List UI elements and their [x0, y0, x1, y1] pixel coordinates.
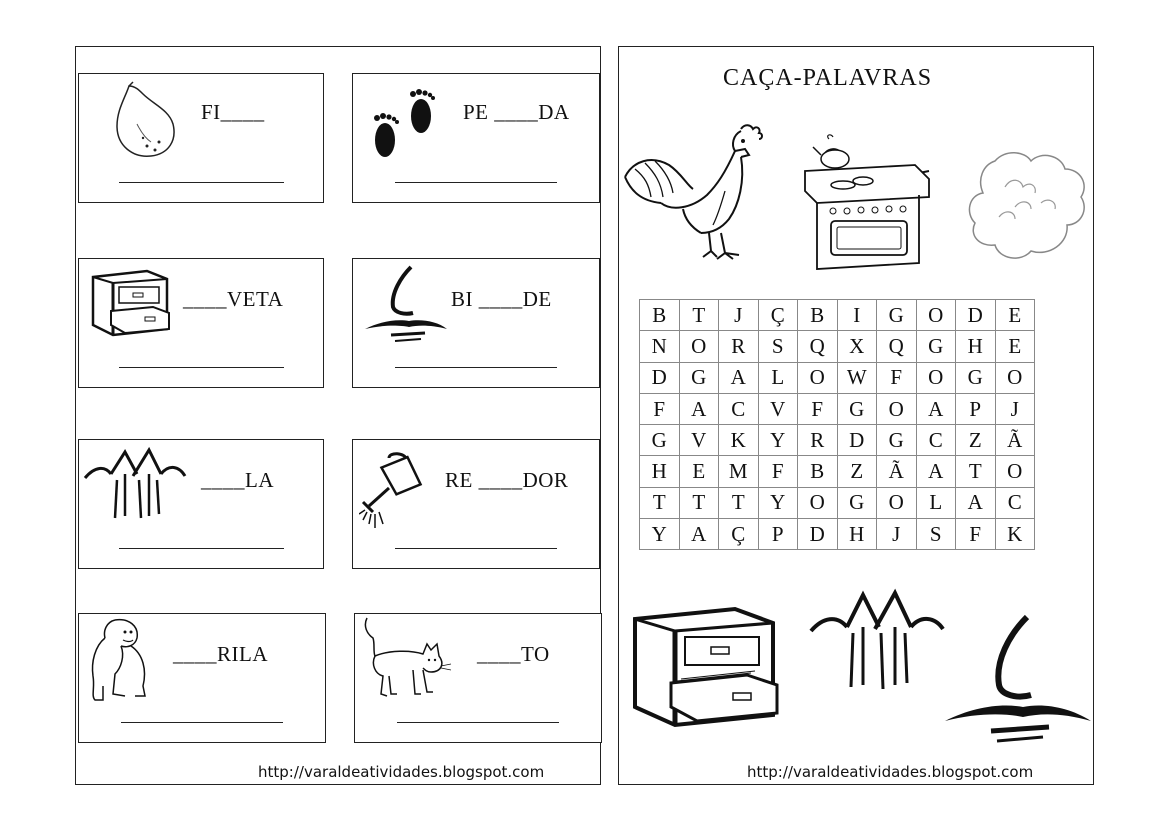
grid-cell[interactable]: B	[798, 456, 838, 487]
grid-cell[interactable]: Y	[758, 487, 798, 518]
grid-cell[interactable]: F	[798, 393, 838, 424]
grid-cell[interactable]: W	[837, 362, 877, 393]
word-prompt: ____RILA	[173, 642, 268, 666]
file-drawer-icon	[631, 603, 785, 729]
word-card-fig	[78, 73, 324, 203]
grid-cell[interactable]: T	[719, 487, 759, 518]
grid-cell[interactable]: Ã	[877, 456, 917, 487]
grid-cell[interactable]: O	[995, 362, 1035, 393]
grid-cell[interactable]: P	[758, 519, 798, 550]
grid-cell[interactable]: F	[956, 519, 996, 550]
grid-cell[interactable]: D	[640, 362, 680, 393]
grid-cell[interactable]: N	[640, 331, 680, 362]
grid-cell[interactable]: A	[679, 393, 719, 424]
grid-cell[interactable]: D	[837, 425, 877, 456]
gorilla-icon	[85, 616, 157, 702]
word-prompt: PE ____DA	[463, 100, 570, 124]
grid-cell[interactable]: A	[956, 487, 996, 518]
grid-cell[interactable]: Q	[877, 331, 917, 362]
stove-icon	[803, 133, 935, 273]
grid-row	[640, 487, 1035, 518]
grid-cell[interactable]: H	[956, 331, 996, 362]
grid-cell[interactable]: A	[719, 362, 759, 393]
answer-line[interactable]	[395, 182, 557, 183]
word-card-watering-can	[352, 439, 600, 569]
grid-cell[interactable]: O	[877, 393, 917, 424]
grid-cell[interactable]: J	[719, 300, 759, 331]
footer-url[interactable]: http://varaldeatividades.blogspot.com	[258, 763, 545, 781]
grid-cell[interactable]: A	[679, 519, 719, 550]
word-search-grid	[639, 299, 1035, 550]
fig-icon	[107, 80, 185, 162]
grid-cell[interactable]: E	[995, 331, 1035, 362]
grid-cell[interactable]: O	[679, 331, 719, 362]
grid-cell[interactable]: Ç	[719, 519, 759, 550]
grid-cell[interactable]: B	[640, 300, 680, 331]
grid-cell[interactable]: O	[916, 300, 956, 331]
grid-cell[interactable]: O	[916, 362, 956, 393]
grid-cell[interactable]: O	[798, 487, 838, 518]
grid-cell[interactable]: F	[758, 456, 798, 487]
rooster-icon	[621, 121, 771, 265]
word-card-drawer	[78, 258, 324, 388]
grid-cell[interactable]: T	[956, 456, 996, 487]
grid-cell[interactable]: I	[837, 300, 877, 331]
grid-row	[640, 425, 1035, 456]
grid-cell[interactable]: E	[679, 456, 719, 487]
grid-cell[interactable]: C	[995, 487, 1035, 518]
grid-cell[interactable]: H	[640, 456, 680, 487]
grid-row	[640, 456, 1035, 487]
grid-cell[interactable]: B	[798, 300, 838, 331]
page-title: CAÇA-PALAVRAS	[723, 65, 933, 91]
grid-cell[interactable]: K	[719, 425, 759, 456]
word-card-gorilla	[78, 613, 326, 743]
grid-cell[interactable]: Y	[640, 519, 680, 550]
answer-line[interactable]	[119, 367, 284, 368]
grid-cell[interactable]: E	[995, 300, 1035, 331]
cat-icon	[361, 614, 453, 702]
answer-line[interactable]	[119, 182, 284, 183]
file-drawer-icon	[89, 267, 173, 339]
grid-cell[interactable]: Y	[758, 425, 798, 456]
grid-cell[interactable]: Q	[798, 331, 838, 362]
grid-cell[interactable]: O	[877, 487, 917, 518]
answer-line[interactable]	[395, 367, 557, 368]
word-card-mustache	[352, 258, 600, 388]
grid-cell[interactable]: P	[956, 393, 996, 424]
footer-url[interactable]: http://varaldeatividades.blogspot.com	[747, 763, 1034, 781]
word-card-footprints	[352, 73, 600, 203]
grid-cell[interactable]: O	[798, 362, 838, 393]
grid-cell[interactable]: G	[877, 425, 917, 456]
grid-cell[interactable]: G	[916, 331, 956, 362]
grid-cell[interactable]: Ç	[758, 300, 798, 331]
word-prompt: ____LA	[201, 468, 274, 492]
grid-cell[interactable]: T	[679, 300, 719, 331]
grid-cell[interactable]: A	[916, 456, 956, 487]
smoke-cloud-icon	[965, 147, 1091, 269]
right-panel	[618, 46, 1094, 785]
grid-cell[interactable]: C	[719, 393, 759, 424]
grid-cell[interactable]: G	[956, 362, 996, 393]
grid-cell[interactable]: G	[679, 362, 719, 393]
grid-cell[interactable]: D	[956, 300, 996, 331]
grid-cell[interactable]: M	[719, 456, 759, 487]
left-panel	[75, 46, 601, 785]
mustache-nose-icon	[943, 613, 1093, 745]
grid-cell[interactable]: R	[719, 331, 759, 362]
flame-icon	[83, 444, 187, 524]
grid-cell[interactable]: Z	[837, 456, 877, 487]
grid-cell[interactable]: F	[877, 362, 917, 393]
word-prompt: FI____	[201, 100, 265, 124]
grid-cell[interactable]: T	[640, 487, 680, 518]
word-card-flame	[78, 439, 324, 569]
grid-cell[interactable]: J	[995, 393, 1035, 424]
grid-cell[interactable]: J	[877, 519, 917, 550]
grid-cell[interactable]: V	[758, 393, 798, 424]
footprints-icon	[363, 82, 443, 162]
grid-row	[640, 362, 1035, 393]
grid-cell[interactable]: G	[640, 425, 680, 456]
word-prompt: BI ____DE	[451, 287, 552, 311]
word-prompt: ____VETA	[183, 287, 284, 311]
grid-cell[interactable]: V	[679, 425, 719, 456]
grid-row	[640, 519, 1035, 550]
grid-cell[interactable]: L	[916, 487, 956, 518]
grid-cell[interactable]: X	[837, 331, 877, 362]
grid-cell[interactable]: A	[916, 393, 956, 424]
grid-cell[interactable]: T	[679, 487, 719, 518]
grid-cell[interactable]: Z	[956, 425, 996, 456]
answer-line[interactable]	[397, 722, 559, 723]
grid-row	[640, 331, 1035, 362]
grid-cell[interactable]: F	[640, 393, 680, 424]
grid-row	[640, 393, 1035, 424]
grid-cell[interactable]: Ã	[995, 425, 1035, 456]
watering-can-icon	[359, 450, 429, 534]
grid-cell[interactable]: R	[798, 425, 838, 456]
answer-line[interactable]	[121, 722, 283, 723]
word-prompt: ____TO	[477, 642, 550, 666]
grid-cell[interactable]: D	[798, 519, 838, 550]
grid-cell[interactable]: S	[758, 331, 798, 362]
grid-cell[interactable]: G	[837, 487, 877, 518]
grid-cell[interactable]: G	[877, 300, 917, 331]
grid-cell[interactable]: S	[916, 519, 956, 550]
answer-line[interactable]	[395, 548, 557, 549]
flame-icon	[809, 587, 945, 695]
grid-cell[interactable]: C	[916, 425, 956, 456]
grid-cell[interactable]: G	[837, 393, 877, 424]
word-prompt: RE ____DOR	[445, 468, 569, 492]
grid-cell[interactable]: K	[995, 519, 1035, 550]
mustache-nose-icon	[361, 263, 451, 345]
grid-cell[interactable]: O	[995, 456, 1035, 487]
grid-cell[interactable]: L	[758, 362, 798, 393]
answer-line[interactable]	[119, 548, 284, 549]
grid-cell[interactable]: H	[837, 519, 877, 550]
grid-row	[640, 300, 1035, 331]
word-card-cat	[354, 613, 602, 743]
